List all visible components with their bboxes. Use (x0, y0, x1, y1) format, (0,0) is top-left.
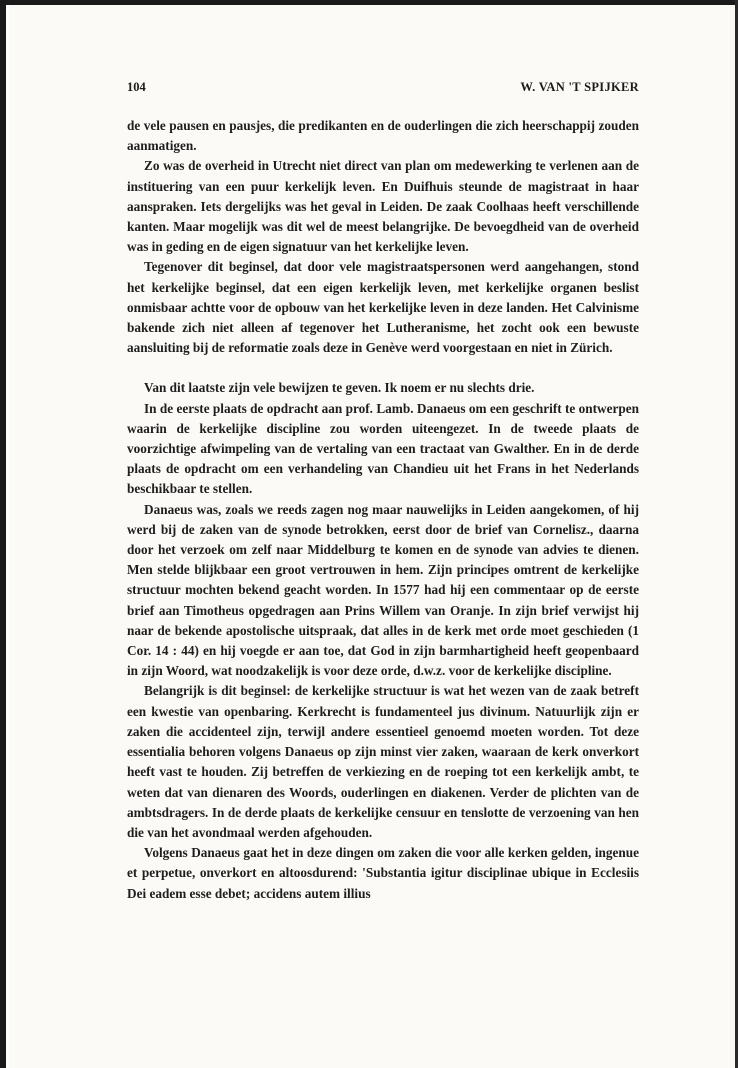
paragraph: Volgens Danaeus gaat het in deze dingen om zaken die voor alle kerken gelden, ingenue et perpetue, onverkort en altoosdurend: 'Substantia igitur disciplinae ubique in Ecclesiis Dei eadem esse debet; accidens autem illius (127, 845, 639, 901)
running-head: W. VAN 'T SPIJKER (520, 80, 639, 94)
paragraph: Zo was de overheid in Utrecht niet direct van plan om medewerking te verlenen aan de instituering van een puur kerkelijk leven. En Duifhuis steunde de magistraat in haar aanspraken. Iets dergelijks was het geval in Leiden. De zaak Coolhaas heeft verschillende kanten. Maar mogelijk was dit wel de meest belangrijke. De bevoegdheid van de overheid was in geding en de eigen signatuur van het kerkelijke leven. (127, 158, 639, 255)
paragraph: Tegenover dit beginsel, dat door vele magistraatspersonen werd aangehangen, stond het kerkelijke beginsel, dat een eigen kerkelijk leven, met kerkelijke organen beslist onmisbaar achtte voor de opbouw van het kerkelijke leven in deze landen. Het Calvinisme bakende zich niet alleen af tegenover het Lutheranisme, het zocht ook een bewuste aansluiting bij de reformatie zoals deze in Genève werd voorgestaan en niet in Zürich. (127, 259, 639, 356)
book-page (9, 5, 735, 1068)
body-text (127, 116, 639, 904)
paragraph: Danaeus was, zoals we reeds zagen nog maar nauwelijks in Leiden aangekomen, of hij werd bij de zaken van de synode betrokken, eerst door de brief van Cornelisz., daarna door het verzoek om zelf naar Middelburg te komen en de synode van advies te dienen. Men stelde blijkbaar een groot vertrouwen in hem. Zijn principes omtrent de kerkelijke structuur mochten bekend geacht worden. In 1577 had hij een commentaar op de eerste brief aan Timotheus opgedragen aan Prins Willem van Oranje. In zijn brief verwijst hij naar de bekende apostolische uitspraak, dat alles in de kerk met orde moet geschieden (1 Cor. 14 : 44) en hij voegde er aan toe, dat God in zijn barmhartigheid heeft geopenbaard in zijn Woord, wat noodzakelijk is voor deze orde, d.w.z. voor de kerkelijke discipline. (127, 501, 639, 679)
paragraph: de vele pausen en pausjes, die predikanten en de ouderlingen die zich heerschappij zouden aanmatigen. (127, 118, 639, 154)
paragraph: Belangrijk is dit beginsel: de kerkelijke structuur is wat het wezen van de zaak betreft een kwestie van openbaring. Kerkrecht is fundamenteel jus divinum. Natuurlijk zijn er zaken die accidenteel zijn, terwijl andere essentieel genoemd moeten worden. Tot deze essentialia behoren volgens Danaeus op zijn minst vier zaken, waaraan de kerk onverkort heeft vast te houden. Zij betreffen de verkiezing en de roeping tot een kerkelijk ambt, te weten dat van dienaren des Woords, ouderlingen en diakenen. Verder de plichten van de ambtsdragers. In de derde plaats de kerkelijke censuur en tenslotte de verzoening van hen die van het avondmaal werden afgehouden. (127, 683, 639, 840)
page-number: 104 (127, 80, 146, 94)
paragraph: Van dit laatste zijn vele bewijzen te geven. Ik noem er nu slechts drie. (144, 380, 535, 396)
scan-border-left (0, 0, 6, 1068)
paragraph: In de eerste plaats de opdracht aan prof. Lamb. Danaeus om een geschrift te ontwerpen waarin de kerkelijke discipline zou worden uiteengezet. In de tweede plaats de voorzichtige afwimpeling van de vertaling van een tractaat van Gwalther. En in de derde plaats de opdracht om een verhandeling van Chandieu uit het Frans in het Nederlands beschikbaar te stellen. (127, 400, 639, 497)
